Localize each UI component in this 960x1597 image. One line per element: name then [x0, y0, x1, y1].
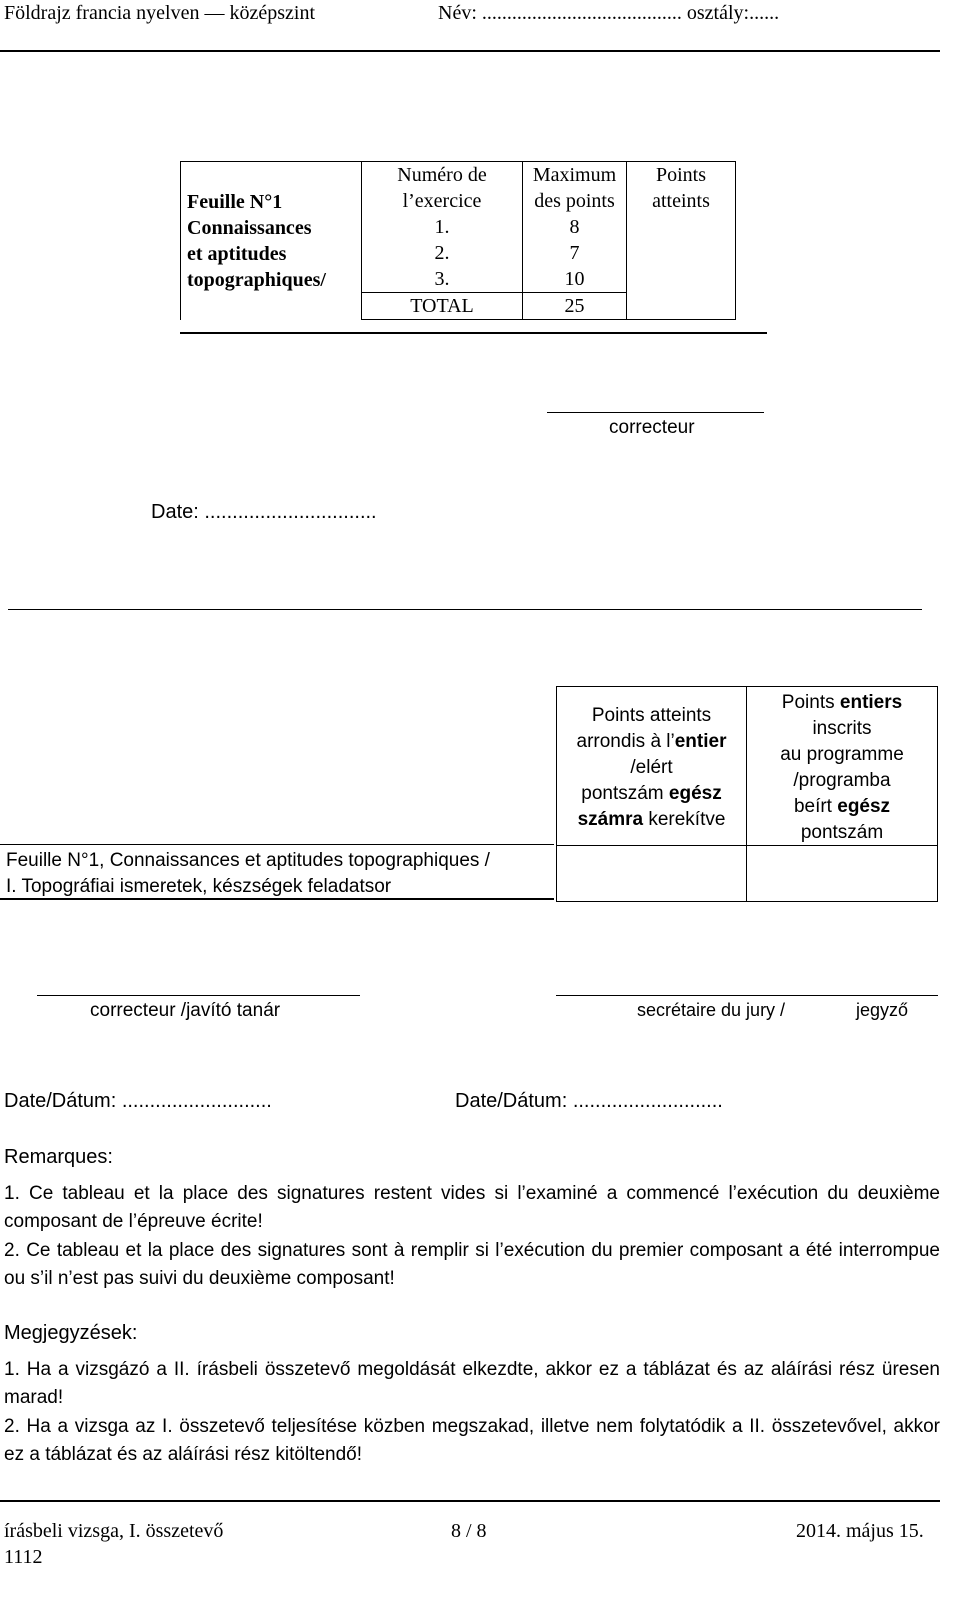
max-points: 8 — [523, 214, 627, 240]
entered-points-header — [746, 686, 938, 902]
signature-line-left — [37, 995, 360, 996]
entered-header-line: /programba — [793, 770, 891, 791]
rounded-header-line — [557, 781, 746, 807]
entered-text: beírt — [793, 796, 838, 817]
signature-line-right — [556, 995, 938, 996]
exercise-header-line: Numéro de — [397, 164, 487, 186]
rounded-bold: entier — [674, 731, 727, 752]
sheet-label-line: Connaissances — [187, 216, 312, 239]
rounded-bold: egész — [668, 783, 722, 804]
entered-bold: entiers — [839, 692, 903, 713]
total-value: 25 — [523, 293, 627, 320]
obtained-header-line: atteints — [652, 190, 710, 212]
footer-exam-part: írásbeli vizsga, I. összetevő — [4, 1520, 224, 1542]
rounded-text: pontszám — [581, 783, 669, 804]
note-item: 1. Ha a vizsgázó a II. írásbeli összetevő megoldását elkezdte, akkor ez a táblázat és az aláírási rész üresen marad! — [4, 1359, 940, 1408]
rounded-text: arrondis à l’ — [576, 731, 675, 752]
rounded-header-line — [557, 729, 746, 755]
remark-item: 1. Ce tableau et la place des signatures restent vides si l’examiné a commencé l’exécution du deuxième composant de l’épreuve écrite! — [4, 1183, 940, 1232]
entered-header-line: pontszám — [800, 822, 884, 843]
entered-header-line — [747, 794, 937, 820]
page-number: 8 / 8 — [451, 1520, 487, 1542]
summary-label-cell — [0, 844, 554, 900]
sheet-label-line: topographiques/ — [187, 268, 326, 291]
rounded-header-line: /elért — [630, 757, 673, 778]
entered-bold: egész — [837, 796, 891, 817]
remark-item: 2. Ce tableau et la place des signatures sont à remplir si l’exécution du premier composant a été interrompue ou s’il n’est pas suivi du deuxième composant! — [4, 1240, 940, 1289]
sheet-label-line: et aptitudes — [187, 242, 287, 265]
footer-code: 1112 — [4, 1546, 43, 1568]
max-header — [523, 162, 627, 215]
header-subject: Földrajz francia nyelven — középszint — [4, 2, 315, 24]
exercise-number: 3. — [362, 266, 523, 293]
rounded-bold: számra — [577, 809, 644, 830]
signature-label: correcteur — [609, 417, 695, 438]
date-right: Date/Dátum: ........................... — [455, 1090, 723, 1112]
summary-table — [0, 686, 940, 904]
rounded-header-line — [557, 807, 746, 833]
rounded-points-header — [556, 686, 746, 902]
entered-header-line — [747, 690, 937, 716]
exercise-header — [362, 162, 523, 215]
footer-rule — [0, 1500, 940, 1502]
entered-value-divider — [747, 845, 937, 846]
sheet-label-cell — [181, 162, 362, 320]
corrector-label: correcteur /javító tanár — [90, 1000, 281, 1021]
exercise-header-line: l’exercice — [402, 190, 482, 212]
jury-secretary-label-hu: jegyző — [856, 1000, 909, 1020]
exercise-number: 1. — [362, 214, 523, 240]
notes-title: Megjegyzések: — [4, 1322, 138, 1344]
obtained-header-line: Points — [655, 164, 707, 186]
summary-label-line: I. Topográfiai ismeretek, készségek feladatsor — [6, 876, 392, 897]
note-item: 2. Ha a vizsga az I. összetevő teljesítése közben megszakad, illetve nem folytatódik a II. összetevővel, akkor ez a táblázat és az aláírási rész kitöltendő! — [4, 1416, 940, 1465]
max-points: 10 — [523, 266, 627, 293]
rounded-header-line: Points atteints — [591, 705, 712, 726]
entered-header-line: au programme — [780, 744, 904, 765]
signature-date: Date: ............................... — [151, 501, 377, 523]
max-points: 7 — [523, 240, 627, 266]
entered-header-line: inscrits — [812, 718, 872, 739]
obtained-header — [627, 162, 736, 320]
rounded-value-divider — [557, 845, 747, 846]
header-name-class: Név: ........................................ osztály:...... — [438, 2, 780, 24]
max-header-line: des points — [534, 190, 615, 212]
table1-bottom-rule — [180, 332, 767, 334]
total-label: TOTAL — [362, 293, 523, 320]
exercise-number: 2. — [362, 240, 523, 266]
date-left: Date/Dátum: ........................... — [4, 1090, 272, 1112]
remarks-title: Remarques: — [4, 1146, 113, 1168]
footer-date: 2014. május 15. — [796, 1520, 924, 1542]
signature-line — [547, 412, 764, 413]
jury-secretary-label: secrétaire du jury / — [637, 1000, 786, 1020]
summary-label-line: Feuille N°1, Connaissances et aptitudes topographiques / — [6, 850, 490, 871]
section-divider — [8, 609, 922, 610]
entered-text: Points — [781, 692, 840, 713]
header-rule — [0, 50, 940, 52]
max-header-line: Maximum — [532, 164, 617, 186]
sheet-label-line: Feuille N°1 — [187, 190, 283, 213]
score-table — [180, 161, 736, 320]
rounded-text: kerekítve — [643, 809, 726, 830]
